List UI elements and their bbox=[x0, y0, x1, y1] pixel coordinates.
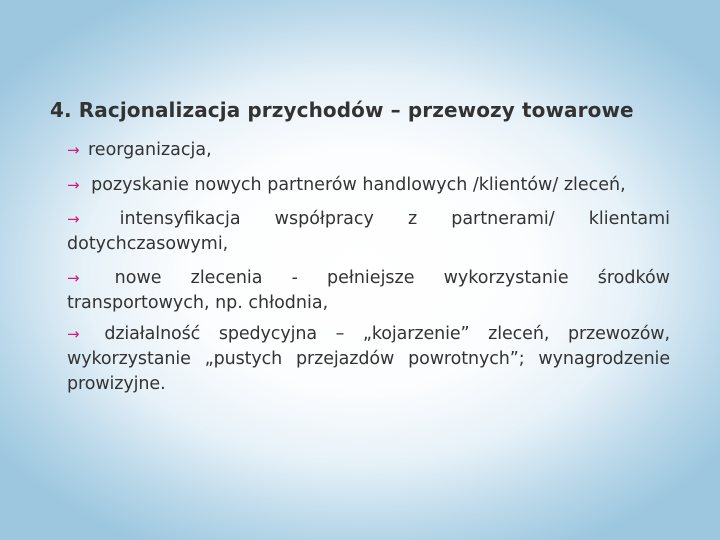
bullet-text: działalność spedycyjna – „kojarzenie” zleceń, przewozów, wykorzystanie „pustych przejazdów powrotnych”; wynagrodzenie prowizyjne. bbox=[67, 324, 670, 394]
bullet-text: pozyskanie nowych partnerów handlowych /klientów/ zleceń, bbox=[91, 175, 626, 195]
right-arrow-icon: → bbox=[67, 141, 80, 159]
bullet-item bbox=[67, 173, 670, 198]
bullet-text: reorganizacja, bbox=[88, 140, 212, 160]
right-arrow-icon: → bbox=[67, 210, 80, 228]
bullet-item bbox=[67, 322, 670, 397]
bullet-item bbox=[67, 266, 670, 316]
bullet-item bbox=[67, 138, 670, 163]
right-arrow-icon: → bbox=[67, 325, 80, 343]
right-arrow-icon: → bbox=[67, 269, 80, 287]
bullet-item bbox=[67, 207, 670, 257]
bullet-text: nowe zlecenia - pełniejsze wykorzystanie środków transportowych, np. chłodnia, bbox=[67, 268, 670, 313]
slide-title: 4. Racjonalizacja przychodów – przewozy towarowe bbox=[50, 98, 634, 122]
bullet-list bbox=[67, 138, 670, 397]
right-arrow-icon: → bbox=[67, 176, 80, 194]
bullet-text: intensyfikacja współpracy z partnerami/ klientami dotychczasowymi, bbox=[67, 209, 670, 254]
